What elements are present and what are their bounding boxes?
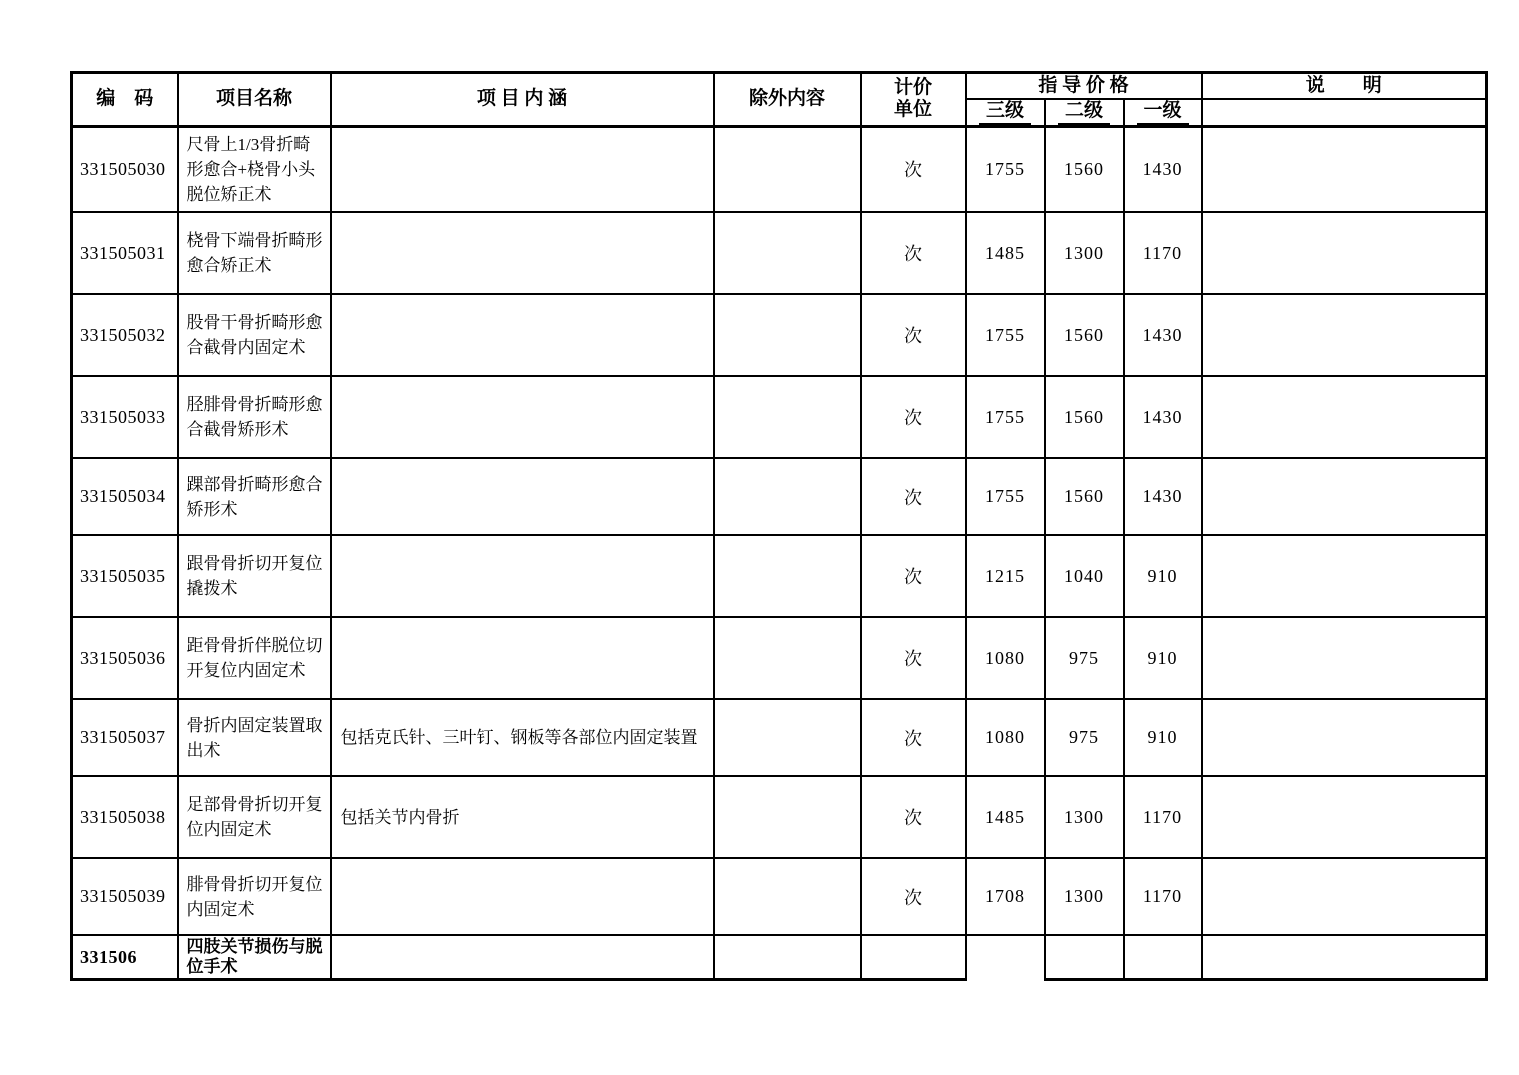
price-level2-cell: 1560: [1045, 458, 1124, 535]
price-level3-cell: 1080: [966, 699, 1045, 776]
table-row: [72, 776, 1487, 858]
content-cell: [331, 535, 714, 617]
unit-cell: 次: [861, 126, 966, 212]
content-cell: [331, 458, 714, 535]
level3-label: 三级: [979, 100, 1031, 125]
price-level2-cell: 1560: [1045, 294, 1124, 376]
code-cell: 331505036: [72, 617, 178, 699]
table-row: [72, 376, 1487, 458]
column-header-name: 项目名称: [178, 73, 331, 127]
note-cell: [1202, 776, 1487, 858]
name-cell: 足部骨骨折切开复位内固定术: [178, 776, 331, 858]
note-cell: [1202, 458, 1487, 535]
table-row: [72, 294, 1487, 376]
unit-cell: 次: [861, 376, 966, 458]
content-cell: [331, 294, 714, 376]
code-cell: 331505038: [72, 776, 178, 858]
table-row: [72, 126, 1487, 212]
price-level1-cell: [1124, 935, 1202, 980]
code-cell: 331505039: [72, 858, 178, 935]
name-cell: 尺骨上1/3骨折畸形愈合+桡骨小头脱位矫正术: [178, 126, 331, 212]
unit-header-line1: 计价: [893, 77, 932, 99]
exclusion-cell: [714, 376, 861, 458]
price-level1-cell: 1430: [1124, 458, 1202, 535]
exclusion-cell: [714, 212, 861, 294]
content-cell: [331, 858, 714, 935]
name-cell: 胫腓骨骨折畸形愈合截骨矫形术: [178, 376, 331, 458]
unit-header-line2: 单位: [893, 99, 932, 121]
level1-label: 一级: [1137, 100, 1189, 125]
unit-cell: 次: [861, 699, 966, 776]
content-cell: 包括克氏针、三叶钉、钢板等各部位内固定装置: [331, 699, 714, 776]
name-cell: 骨折内固定装置取出术: [178, 699, 331, 776]
price-level3-cell: 1485: [966, 212, 1045, 294]
exclusion-cell: [714, 858, 861, 935]
price-level2-cell: 1560: [1045, 126, 1124, 212]
code-cell: 331506: [72, 935, 178, 980]
unit-cell: 次: [861, 212, 966, 294]
exclusion-cell: [714, 458, 861, 535]
column-header-code: 编 码: [72, 73, 178, 127]
code-cell: 331505032: [72, 294, 178, 376]
note-cell: [1202, 617, 1487, 699]
table-row: [72, 699, 1487, 776]
note-cell: [1202, 126, 1487, 212]
unit-cell: 次: [861, 617, 966, 699]
column-header-content: 项 目 内 涵: [331, 73, 714, 127]
price-level2-cell: [1045, 935, 1124, 980]
code-cell: 331505035: [72, 535, 178, 617]
name-cell: 腓骨骨折切开复位内固定术: [178, 858, 331, 935]
exclusion-cell: [714, 535, 861, 617]
column-header-guide-price: 指 导 价 格: [966, 73, 1202, 99]
exclusion-cell: [714, 699, 861, 776]
exclusion-cell: [714, 776, 861, 858]
name-cell: 桡骨下端骨折畸形愈合矫正术: [178, 212, 331, 294]
price-level3-cell: 1215: [966, 535, 1045, 617]
note-subheader-empty: [1202, 99, 1487, 127]
price-level2-cell: 1300: [1045, 212, 1124, 294]
unit-cell: 次: [861, 458, 966, 535]
exclusion-cell: [714, 935, 861, 980]
name-cell: 踝部骨折畸形愈合矫形术: [178, 458, 331, 535]
price-level1-cell: 1430: [1124, 126, 1202, 212]
name-cell: 距骨骨折伴脱位切开复位内固定术: [178, 617, 331, 699]
exclusion-cell: [714, 294, 861, 376]
column-header-note: 说 明: [1202, 73, 1487, 99]
unit-cell: [861, 935, 966, 980]
price-level3-cell: 1755: [966, 126, 1045, 212]
price-level2-cell: 1300: [1045, 776, 1124, 858]
unit-cell: 次: [861, 776, 966, 858]
table-row: [72, 858, 1487, 935]
price-level2-cell: 1040: [1045, 535, 1124, 617]
column-header-level2: [1045, 99, 1124, 127]
column-header-level1: [1124, 99, 1202, 127]
note-cell: [1202, 212, 1487, 294]
code-cell: 331505030: [72, 126, 178, 212]
note-cell: [1202, 535, 1487, 617]
price-level3-cell: 1080: [966, 617, 1045, 699]
note-cell: [1202, 699, 1487, 776]
price-level3-cell: 1755: [966, 458, 1045, 535]
exclusion-cell: [714, 126, 861, 212]
column-header-level3: [966, 99, 1045, 127]
content-cell: [331, 617, 714, 699]
price-level1-cell: 1430: [1124, 376, 1202, 458]
unit-cell: 次: [861, 535, 966, 617]
price-level2-cell: 975: [1045, 699, 1124, 776]
content-cell: [331, 212, 714, 294]
unit-cell: 次: [861, 858, 966, 935]
price-level3-cell: 1755: [966, 294, 1045, 376]
header-row-1: [72, 73, 1487, 99]
price-level3-cell: 1755: [966, 376, 1045, 458]
table-row: [72, 617, 1487, 699]
content-cell: [331, 126, 714, 212]
code-cell: 331505034: [72, 458, 178, 535]
section-row: [72, 935, 1487, 980]
table-row: [72, 458, 1487, 535]
content-cell: [331, 376, 714, 458]
name-cell: 四肢关节损伤与脱位手术: [178, 935, 331, 980]
code-cell: 331505031: [72, 212, 178, 294]
name-cell: 股骨干骨折畸形愈合截骨内固定术: [178, 294, 331, 376]
column-header-unit: [861, 73, 966, 127]
price-level1-cell: 910: [1124, 699, 1202, 776]
price-level1-cell: 1430: [1124, 294, 1202, 376]
price-level3-cell: 1485: [966, 776, 1045, 858]
price-table: [70, 71, 1488, 981]
code-cell: 331505033: [72, 376, 178, 458]
name-cell: 跟骨骨折切开复位撬拨术: [178, 535, 331, 617]
unit-cell: 次: [861, 294, 966, 376]
table-row: [72, 212, 1487, 294]
price-level1-cell: 1170: [1124, 212, 1202, 294]
price-level1-cell: 910: [1124, 617, 1202, 699]
price-level2-cell: 975: [1045, 617, 1124, 699]
price-level1-cell: 1170: [1124, 858, 1202, 935]
content-cell: 包括关节内骨折: [331, 776, 714, 858]
content-cell: [331, 935, 714, 980]
column-header-exclusion: 除外内容: [714, 73, 861, 127]
note-cell: [1202, 858, 1487, 935]
price-level3-cell: 1708: [966, 858, 1045, 935]
note-cell: [1202, 376, 1487, 458]
table-row: [72, 535, 1487, 617]
price-level1-cell: 1170: [1124, 776, 1202, 858]
note-cell: [1202, 935, 1487, 980]
exclusion-cell: [714, 617, 861, 699]
level2-label: 二级: [1058, 100, 1110, 125]
price-level2-cell: 1560: [1045, 376, 1124, 458]
price-level2-cell: 1300: [1045, 858, 1124, 935]
note-cell: [1202, 294, 1487, 376]
price-level1-cell: 910: [1124, 535, 1202, 617]
price-level3-cell: [966, 935, 1045, 980]
code-cell: 331505037: [72, 699, 178, 776]
